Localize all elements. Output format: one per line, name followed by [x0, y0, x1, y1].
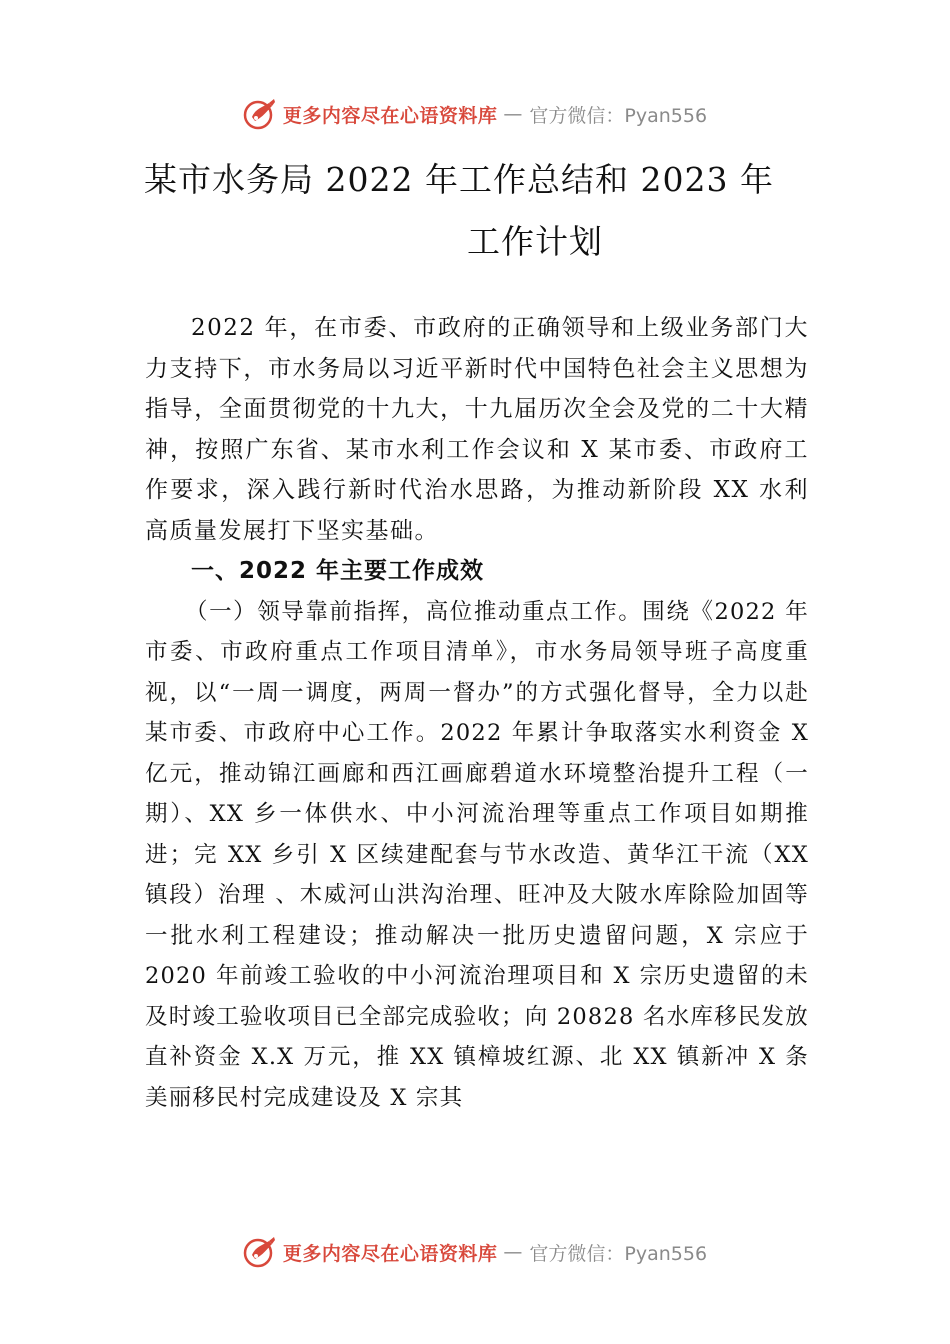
document-title-line-1: 某市水务局 2022 年工作总结和 2023 年 — [144, 160, 774, 199]
section-heading: 一、2022 年主要工作成效 — [191, 558, 485, 584]
watermark-main-text: 更多内容尽在心语资料库 — [282, 1242, 498, 1265]
watermark-header — [0, 94, 950, 134]
pen-logo-icon — [243, 97, 277, 131]
section-paragraph: （一）领导靠前指挥，高位推动重点工作。围绕《2022 年市委、市政府重点工作项目清单》，市水务局领导班子高度重视，以“一周一调度，两周一督办”的方式强化督导，全力以赴某市委、市政府中心工作。2022 年累计争取落实水利资金 X 亿元，推动锦江画廊和西江画廊碧道水环境整治提升工程（一期）、XX 乡一体供水、中小河流治理等重点工作项目如期推进；完 XX 乡引 X 区续建配套与节水改造、黄华江干流（XX 镇段）治理 、木威河山洪沟治理、旺冲及大陂水库除险加固等一批水利工程建设；推动解决一批历史遗留问题，X 宗应于 2020 年前竣工验收的中小河流治理项目和 X 宗历史遗留的未及时竣工验收项目已全部完成验收；向 20828 名水库移民发放直补资金 X.X 万元，推 XX 镇樟坡红源、北 XX 镇新冲 X 条美丽移民村完成建设及 X 宗其 — [145, 598, 809, 1111]
document-body — [145, 308, 809, 1118]
document-title-line-2: 工作计划 — [467, 222, 603, 261]
watermark-wechat-text: 官方微信：Pyan556 — [529, 104, 708, 127]
watermark-footer — [0, 1232, 950, 1272]
watermark-main-text: 更多内容尽在心语资料库 — [282, 104, 498, 127]
watermark-separator: — — [503, 103, 524, 125]
watermark-wechat-text: 官方微信：Pyan556 — [529, 1242, 708, 1265]
intro-paragraph: 2022 年，在市委、市政府的正确领导和上级业务部门大力支持下，市水务局以习近平新时代中国特色社会主义思想为指导，全面贯彻党的十九大，十九届历次全会及党的二十大精神，按照广东省、某市水利工作会议和 X 某市委、市政府工作要求，深入践行新时代治水思路，为推动新阶段 XX 水利高质量发展打下坚实基础。 — [145, 315, 809, 544]
pen-logo-icon — [243, 1235, 277, 1269]
watermark-separator: — — [503, 1241, 524, 1263]
